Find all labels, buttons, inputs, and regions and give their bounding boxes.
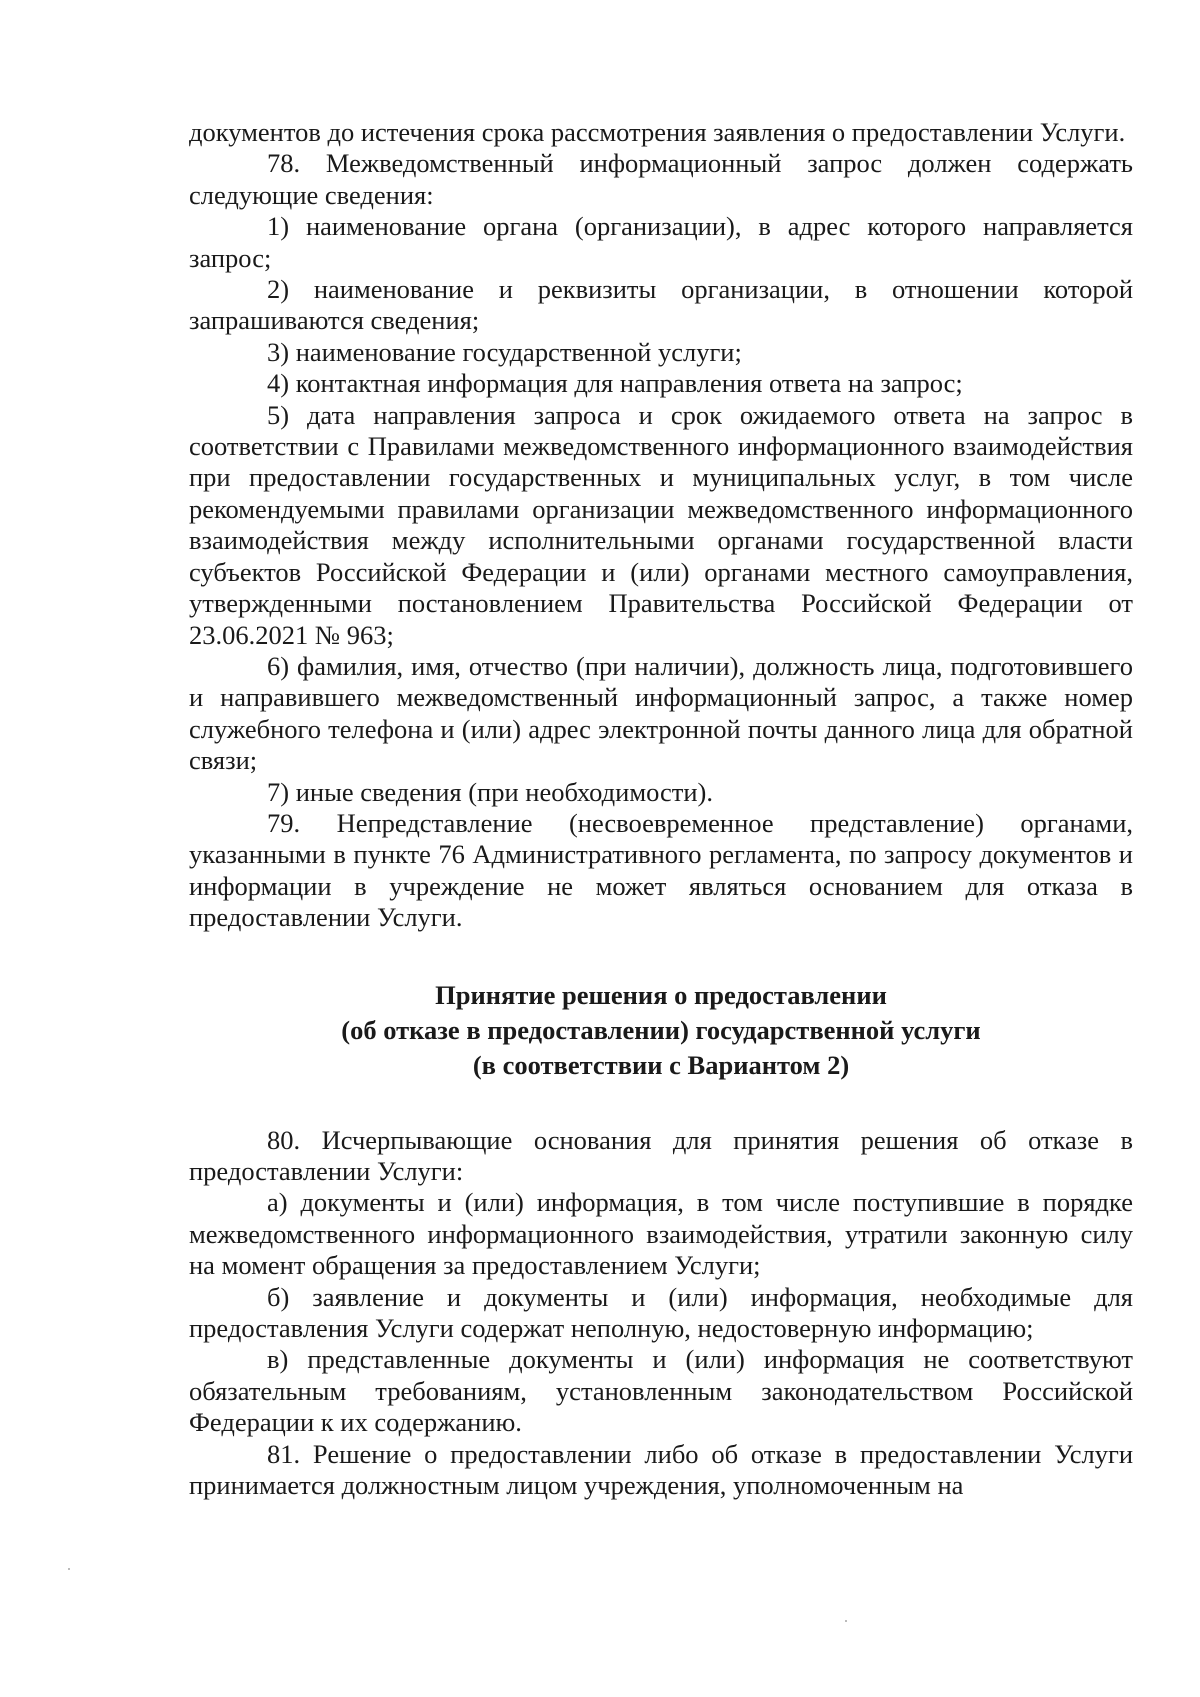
spacer bbox=[189, 1083, 1133, 1125]
heading-line-3: (в соответствии с Вариантом 2) bbox=[472, 1049, 850, 1080]
list-item-2: 2) наименование и реквизиты организации, в отношении которой запрашиваются сведения; bbox=[189, 274, 1133, 336]
list-item-7: 7) иные сведения (при необходимости). bbox=[267, 776, 713, 807]
scan-speck bbox=[845, 1620, 847, 1622]
list-item-1: 1) наименование органа (организации), в адрес которого направляется запрос; bbox=[189, 211, 1133, 273]
heading-line-1: Принятие решения о предоставлении bbox=[435, 979, 887, 1010]
scan-speck bbox=[68, 1568, 70, 1570]
paragraph-78: 78. Межведомственный информационный запрос должен содержать следующие сведения: bbox=[189, 148, 1133, 210]
list-item-4: 4) контактная информация для направления ответа на запрос; bbox=[267, 368, 963, 399]
list-item-a: а) документы и (или) информация, в том числе поступившие в порядке межведомственного информационного взаимодействия, утратили законную силу на момент обращения за предоставлением Услуги; bbox=[189, 1187, 1133, 1281]
list-item-v: в) представленные документы и (или) информация не соответствуют обязательным требованиям, установленным законодательством Российской Федерации к их содержанию. bbox=[189, 1344, 1133, 1438]
list-item-5: 5) дата направления запроса и срок ожидаемого ответа на запрос в соответствии с Правилами межведомственного информационного взаимодействия при предоставлении государственных и муниципальных услуг, в том числе рекомендуемыми правилами организации межведомственного информационного взаимодействия между исполнительными органами государственной власти субъектов Российской Федерации и (или) органами местного самоуправления, утвержденными постановлением Правительства Российской Федерации от 23.06.2021 № 963; bbox=[189, 399, 1133, 650]
list-item-6: 6) фамилия, имя, отчество (при наличии), должность лица, подготовившего и направившего межведомственный информационный запрос, а также номер служебного телефона и (или) адрес электронной почты данного лица для обратной связи; bbox=[189, 650, 1133, 776]
paragraph-81: 81. Решение о предоставлении либо об отказе в предоставлении Услуги принимается должностным лицом учреждения, уполномоченным на bbox=[189, 1438, 1133, 1501]
list-item-b: б) заявление и документы и (или) информация, необходимые для предоставления Услуги содержат неполную, недостоверную информацию; bbox=[189, 1281, 1133, 1343]
paragraph-continuation: документов до истечения срока рассмотрения заявления о предоставлении Услуги. bbox=[189, 117, 1126, 147]
paragraph-79: 79. Непредставление (несвоевременное представление) органами, указанными в пункте 76 Административного регламента, по запросу документов и информации в учреждение не может являться основанием для отказа в предоставлении Услуги. bbox=[189, 807, 1133, 933]
section-heading bbox=[189, 978, 1133, 1083]
document-page bbox=[189, 117, 1133, 1501]
paragraph-80: 80. Исчерпывающие основания для принятия решения об отказе в предоставлении Услуги: bbox=[189, 1124, 1133, 1186]
list-item-3: 3) наименование государственной услуги; bbox=[267, 336, 742, 367]
heading-line-2: (об отказе в предоставлении) государственной услуги bbox=[341, 1014, 981, 1045]
spacer bbox=[189, 934, 1133, 978]
